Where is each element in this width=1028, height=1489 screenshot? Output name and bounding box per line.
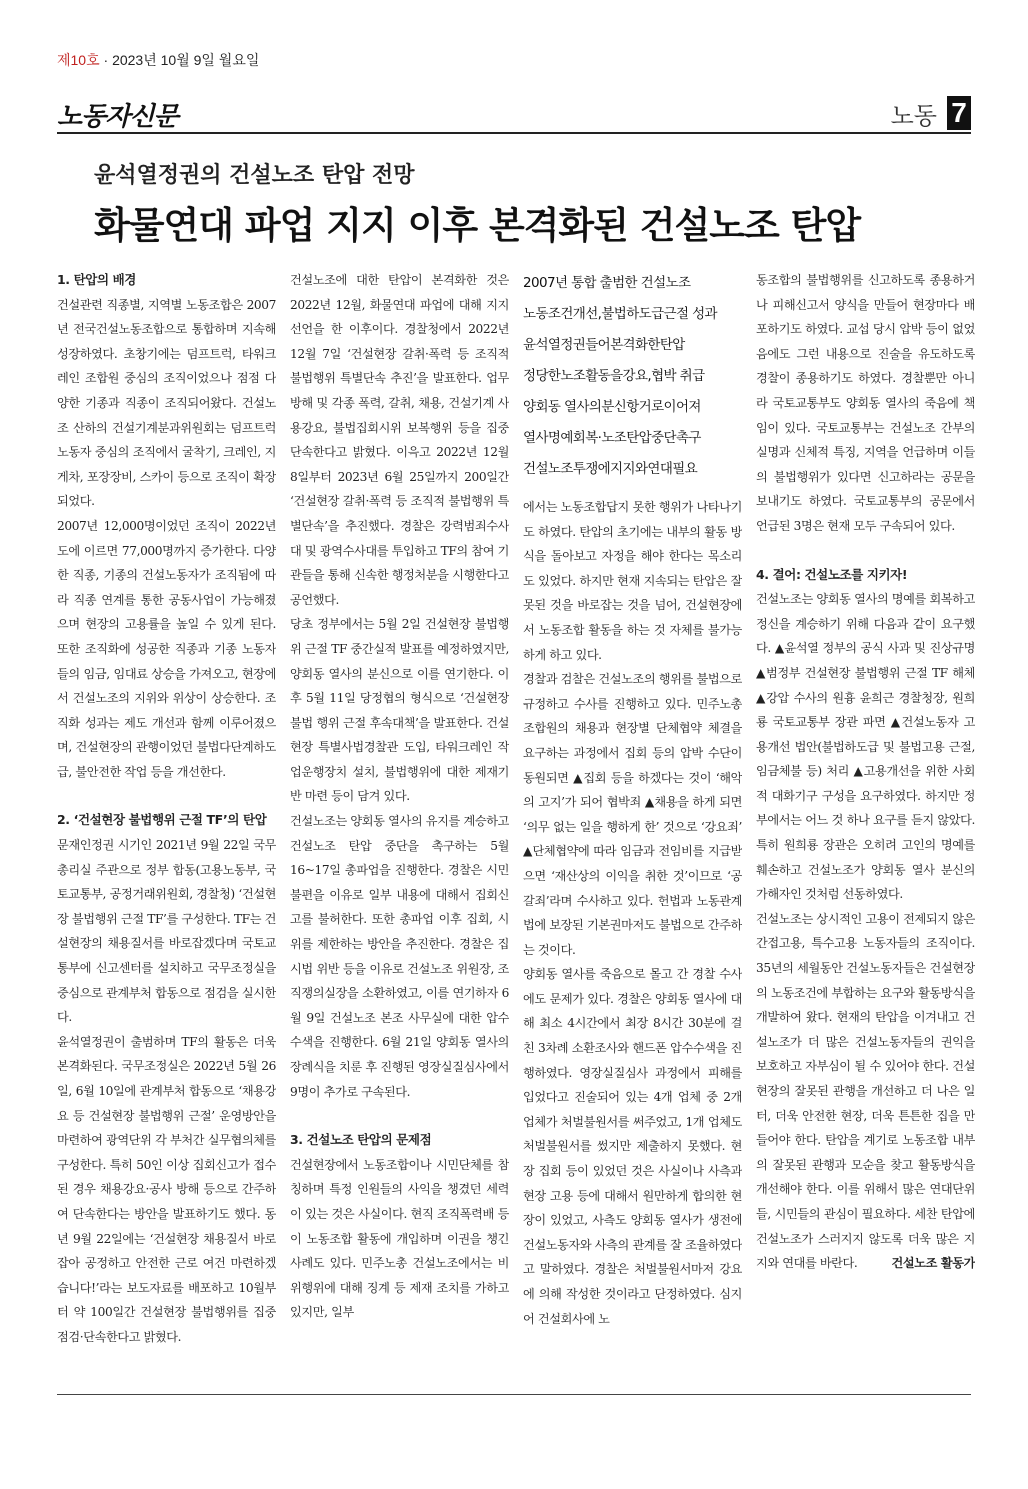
paragraph: 에서는 노동조합답지 못한 행위가 나타나기도 하였다. 탄압의 초기에는 내부의 활동 방식을 돌아보고 자정을 해야 한다는 목소리도 있었다. 하지만 현재 지속되는 탄압은 잘못된 것을 바로잡는 것을 넘어, 건설현장에서 노동조합 활동을 하는 것 자체를 불가능하게 하고 있다.	[523, 500, 742, 662]
footer-rule	[57, 1394, 971, 1395]
pullquote-line: 노동조건개선,불법하도급근절 성과	[523, 306, 717, 322]
page-number: 7	[947, 96, 971, 130]
section-heading-2: 2. ‘건설현장 불법행위 근절 TF’의 탄압	[57, 812, 267, 828]
paragraph: 윤석열정권이 출범하며 TF의 활동은 더욱 본격화된다. 국무조정실은 2022년 5월 26일, 6월 10일에 관계부처 합동으로 ‘채용강요 등 건설현장 불법행위 근절’ 운영방안을 마련하여 광역단위 각 부처간 실무협의체를 구성한다. 특히 50인 이상 집회신고가 접수된 경우 채용강요·공사 방해 등으로 간주하여 단속한다는 방안을 발표하기도 했다. 동년 9월 22일에는 ‘건설현장 채용질서 바로잡아 공정하고 안전한 근로 여건 마련하겠습니다!’라는 보도자료를 배포하고 10월부터 약 100일간 건설현장 불법행위를 집중 점검·단속한다고 밝혔다.	[57, 1034, 276, 1344]
pullquote-line: 윤석열정권들어본격화한탄압	[523, 337, 685, 353]
paragraph: 건설관련 직종별, 지역별 노동조합은 2007년 전국건설노동조합으로 통합하며 지속해 성장하였다. 초창기에는 덤프트럭, 타워크레인 조합원 중심의 조직이었으나 점점 다양한 기종과 직종이 조직되어왔다. 건설노조 산하의 건설기계분과위원회는 덤프트럭 노동자 중심의 조직에서 굴착기, 크레인, 지게차, 포장장비, 스카이 등으로 조직이 확장되었다.	[57, 297, 276, 509]
paragraph: 문재인정권 시기인 2021년 9월 22일 국무총리실 주관으로 정부 합동(고용노동부, 국토교통부, 공정거래위원회, 경찰청) ‘건설현장 불법행위 근절 TF’를 구성한다. TF는 건설현장의 채용질서를 바로잡겠다며 국토교통부에 신고센터를 설치하고 국무조정실을 중심으로 관계부처 합동으로 점검을 실시한다.	[57, 838, 276, 1025]
paragraph-text: 건설노조는 상시적인 고용이 전제되지 않은 간접고용, 특수고용 노동자들의 조직이다. 35년의 세월동안 건설노동자들은 건설현장의 노동조건에 부합하는 요구와 활동방식을 개발하여 왔다. 현재의 탄압을 이겨내고 건설노조가 더 많은 건설노동자들의 권익을 보호하고 자부심이 될 수 있어야 한다. 건설현장의 잘못된 관행을 개선하고 더 나은 일터, 더욱 안전한 현장, 더욱 튼튼한 집을 만들어야 한다. 탄압을 계기로 노동조합 내부의 잘못된 관행과 모순을 찾고 활동방식을 개선해야 한다. 이를 위해서 많은 연대단위들, 시민들의 관심이 필요하다. 세찬 탄압에 건설노조가 스러지지 않도록 더욱 많은 지지와 연대를 바란다.	[756, 911, 975, 1271]
section-heading-3: 3. 건설노조 탄압의 문제점	[290, 1132, 432, 1148]
article-headline: 화물연대 파업 지지 이후 본격화된 건설노조 탄압	[94, 204, 861, 247]
paragraph: 건설노조는 양회동 열사의 유지를 계승하고 건설노조 탄압 중단을 촉구하는 5월 16~17일 총파업을 진행한다. 경찰은 시민 불편을 이유로 일부 내용에 대해서 집회신고를 불허한다. 또한 총파업 이후 집회, 시위를 제한하는 방안을 추진한다. 경찰은 집시법 위반 등을 이유로 건설노조 위원장, 조직쟁의실장을 소환하였고, 이를 연기하자 6월 9일 건설노조 본조 사무실에 대한 압수수색을 진행한다. 6월 21일 양회동 열사의 장례식을 치룬 후 진행된 영장실질심사에서 9명이 추가로 구속된다.	[290, 814, 509, 1099]
paragraph: 건설노조는 양회동 열사의 명예를 회복하고 정신을 계승하기 위해 다음과 같이 요구했다. ▲윤석열 정부의 공식 사과 및 진상규명 ▲범정부 건설현장 불법행위 근절 TF 해체 ▲강압 수사의 원흉 윤희근 경찰청장, 원희룡 국토교통부 장관 파면 ▲건설노동자 고용개선 법안(불법하도급 및 불법고용 근절, 임금체불 등) 처리 ▲고용개선을 위한 사회적 대화기구 구성을 요구하였다. 하지만 정부에서는 어느 것 하나 요구를 듣지 않았다. 특히 원희룡 장관은 오히려 고인의 명예를 훼손하고 건설노조가 양회동 열사 분신의 가해자인 것처럼 선동하였다.	[756, 592, 975, 902]
paragraph: 동조합의 불법행위를 신고하도록 종용하거나 피해신고서 양식을 만들어 현장마다 배포하기도 하였다. 교섭 당시 압박 등이 없었음에도 그런 내용으로 진술을 유도하도록 경찰이 종용하기도 하였다. 경찰뿐만 아니라 국토교통부도 양회동 열사의 죽음에 책임이 있다. 국토교통부는 건설노조 간부의 실명과 신체적 특징, 지역을 언급하며 이들의 불법행위가 있다면 신고하라는 공문을 보내기도 하였다. 국토교통부의 공문에서 언급된 3명은 현재 모두 구속되어 있다.	[756, 273, 975, 533]
column-4	[756, 268, 975, 1380]
section-heading-1: 1. 탄압의 배경	[57, 272, 136, 287]
paragraph: 건설노조에 대한 탄압이 본격화한 것은 2022년 12월, 화물연대 파업에 대해 지지선언을 한 이후이다. 경찰청에서 2022년 12월 7일 ‘건설현장 갈취·폭력 등 조직적 불법행위 특별단속 추진’을 발표한다. 업무방해 및 각종 폭력, 갈취, 채용, 건설기계 사용강요, 불법집회시위 보복행위 등을 집중 단속한다고 밝혔다. 이윽고 2022년 12월 8일부터 2023년 6월 25일까지 200일간 ‘건설현장 갈취·폭력 등 조직적 불법행위 특별단속’을 추진했다. 경찰은 강력범죄수사대 및 광역수사대를 투입하고 TF의 참여 기관들을 통해 신속한 행정처분을 시행한다고 공언했다.	[290, 273, 509, 607]
newspaper-logo: 노동자신문	[57, 101, 178, 131]
header-rule	[57, 132, 971, 134]
paragraph: 양회동 열사를 죽음으로 몰고 간 경찰 수사에도 문제가 있다. 경찰은 양회동 열사에 대해 최소 4시간에서 최장 8시간 30분에 걸친 3차례 소환조사와 핸드폰 압수수색을 진행하였다. 영장실질심사 과정에서 피해를 입었다고 진술되어 있는 4개 업체 중 2개 업체가 처벌불원서를 써주었고, 1개 업체도 처벌불원서를 썼지만 제출하지 못했다. 현장 집회 등이 있었던 것은 사실이나 사측과 현장 고용 등에 대해서 원만하게 합의한 현장이 있었고, 사측도 양회동 열사가 생전에 건설노동자와 사측의 관계를 잘 조율하였다고 말하였다. 경찰은 처벌불원서마저 강요에 의해 작성한 것이라고 단정하였다. 심지어 건설회사에 노	[523, 967, 742, 1326]
paragraph: 2007년 12,000명이었던 조직이 2022년도에 이르면 77,000명까지 증가한다. 다양한 직종, 기종의 건설노동자가 조직됨에 따라 직종 연계를 통한 공동사업이 가능해졌으며 현장의 고용률을 높일 수 있게 된다. 또한 조직화에 성공한 직종과 기종 노동자들의 임금, 임대료 상승을 가져오고, 현장에서 건설노조의 지위와 위상이 상승한다. 조직화 성과는 제도 개선과 함께 이루어졌으며, 건설현장의 관행이었던 불법다단계하도급, 불안전한 작업 등을 개선한다.	[57, 518, 276, 779]
paragraph: 경찰과 검찰은 건설노조의 행위를 불법으로 규정하고 수사를 진행하고 있다. 민주노총 조합원의 채용과 현장별 단체협약 체결을 요구하는 과정에서 집회 등의 압박 수단이 동원되면 ▲집회 등을 하겠다는 것이 ‘해악의 고지’가 되어 협박죄 ▲채용을 하게 되면 ‘의무 없는 일을 행하게 한’ 것으로 ‘강요죄’ ▲단체협약에 따라 임금과 전임비를 지급받으면 ‘재산상의 이익을 취한 것’이므로 ‘공갈죄’라며 수사하고 있다. 헌법과 노동관계법에 보장된 기본권마저도 불법으로 간주하는 것이다.	[523, 672, 742, 957]
paragraph: 건설현장에서 노동조합이나 시민단체를 참칭하며 특정 인원들의 사익을 챙겼던 세력이 있는 것은 사실이다. 현직 조직폭력배 등이 노동조합 활동에 개입하며 이권을 챙긴 사례도 있다. 민주노총 건설노조에서는 비위행위에 대해 징계 등 제재 조치를 가하고 있지만, 일부	[290, 1157, 509, 1320]
column-3	[523, 268, 742, 1380]
pullquote-line: 열사명예회복·노조탄압중단촉구	[523, 430, 701, 446]
section-heading-4: 4. 결어: 건설노조를 지키자!	[756, 566, 908, 582]
pullquote	[523, 268, 742, 485]
section-tag	[891, 96, 971, 130]
pullquote-line: 정당한노조활동을강요,협박 취급	[523, 368, 705, 384]
paragraph	[756, 907, 975, 1276]
pullquote-line: 2007년 통합 출범한 건설노조	[523, 275, 691, 291]
paragraph: 당초 정부에서는 5월 2일 건설현장 불법행위 근절 TF 중간실적 발표를 예정하였지만, 양회동 열사의 분신으로 이를 연기한다. 이후 5월 11일 당정협의 형식으로 ‘건설현장 불법 행위 근절 후속대책’을 발표한다. 건설현장 특별사법경찰관 도입, 타워크레인 작업운행장치 설치, 불법행위에 대한 제재기반 마련 등이 담겨 있다.	[290, 617, 509, 804]
issue-number: 제10호	[57, 52, 100, 68]
byline: 건설노조 활동가	[891, 1256, 975, 1271]
article-subtitle: 윤석열정권의 건설노조 탄압 전망	[94, 162, 415, 188]
column-2	[290, 268, 509, 1380]
section-label: 노동	[890, 102, 937, 130]
article-body	[57, 268, 975, 1380]
pullquote-line: 건설노조투쟁에지지와연대필요	[523, 461, 698, 477]
pullquote-line: 양회동 열사의분신항거로이어져	[523, 399, 701, 415]
issue-date: · 2023년 10월 9일 월요일	[99, 52, 260, 68]
issue-line	[57, 50, 259, 70]
column-1	[57, 268, 276, 1380]
